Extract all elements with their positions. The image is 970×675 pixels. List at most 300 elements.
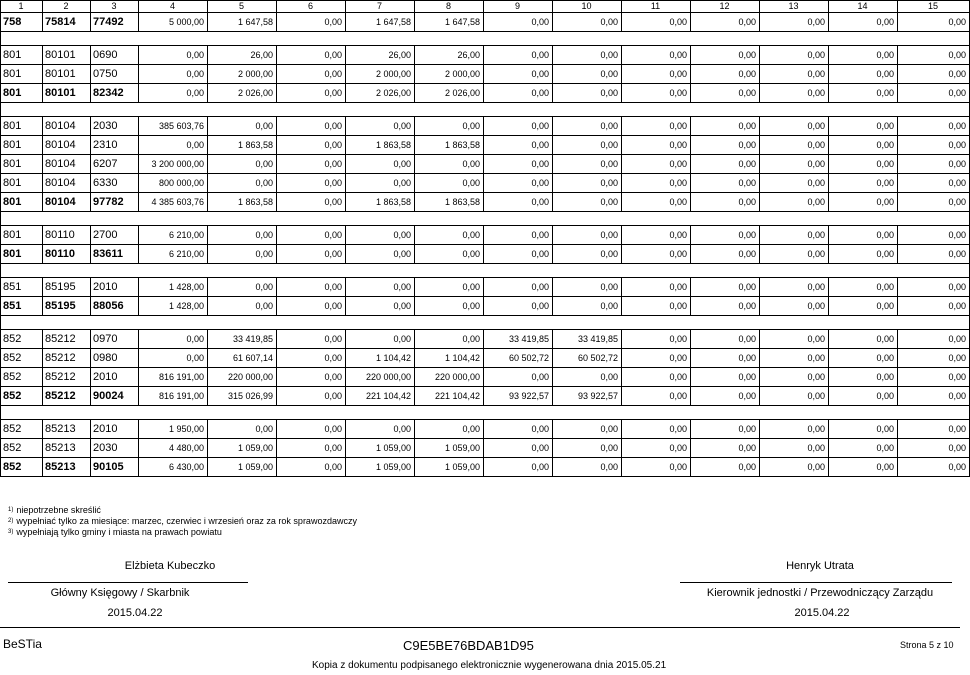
table-cell: 0,00 — [622, 155, 691, 174]
table-cell: 0,00 — [484, 420, 553, 439]
table-cell: 851 — [1, 297, 43, 316]
subtotal-row — [1, 13, 970, 32]
separator-cell — [91, 32, 139, 46]
table-cell: 0,00 — [829, 174, 898, 193]
table-cell: 0,00 — [622, 84, 691, 103]
table-cell: 0,00 — [691, 330, 760, 349]
table-cell: 0,00 — [760, 387, 829, 406]
table-cell: 801 — [1, 65, 43, 84]
table-cell: 0,00 — [484, 46, 553, 65]
table-cell: 0,00 — [622, 458, 691, 477]
table-cell: 801 — [1, 174, 43, 193]
table-cell: 1 647,58 — [346, 13, 415, 32]
footnote: $^{3)}$ wypełniają tylko gminy i miasta na prawach powiatu — [8, 527, 222, 537]
table-cell: 0,00 — [829, 226, 898, 245]
table-cell: 0,00 — [277, 368, 346, 387]
separator-cell — [622, 103, 691, 117]
separator-cell — [898, 103, 970, 117]
table-cell: 220 000,00 — [415, 368, 484, 387]
table-cell: 0,00 — [829, 439, 898, 458]
table-cell: 1 059,00 — [415, 458, 484, 477]
table-cell: 1 059,00 — [415, 439, 484, 458]
table-cell: 0,00 — [553, 117, 622, 136]
table-cell: 93 922,57 — [484, 387, 553, 406]
table-cell: 0,00 — [760, 193, 829, 212]
table-cell: 0,00 — [277, 174, 346, 193]
right-signature-line — [680, 582, 952, 583]
table-cell: 0,00 — [208, 278, 277, 297]
separator-cell — [1, 316, 43, 330]
table-cell: 0,00 — [139, 349, 208, 368]
table-cell: 80110 — [43, 226, 91, 245]
header-cell: 10 — [553, 1, 622, 13]
table-cell: 6 430,00 — [139, 458, 208, 477]
table-cell: 60 502,72 — [484, 349, 553, 368]
table-cell: 758 — [1, 13, 43, 32]
table-cell: 1 950,00 — [139, 420, 208, 439]
table-cell: 0,00 — [691, 117, 760, 136]
table-cell: 0,00 — [691, 193, 760, 212]
table-cell: 0,00 — [760, 245, 829, 264]
table-cell: 0,00 — [898, 117, 970, 136]
separator-cell — [277, 103, 346, 117]
header-cell: 13 — [760, 1, 829, 13]
separator-cell — [829, 406, 898, 420]
separator-cell — [1, 103, 43, 117]
table-cell: 0,00 — [484, 84, 553, 103]
table-cell: 0,00 — [829, 349, 898, 368]
separator-cell — [691, 316, 760, 330]
separator-cell — [277, 316, 346, 330]
table-cell: 0,00 — [346, 297, 415, 316]
table-cell: 800 000,00 — [139, 174, 208, 193]
table-cell: 0,00 — [760, 349, 829, 368]
separator-row — [1, 406, 970, 420]
table-cell: 1 104,42 — [346, 349, 415, 368]
table-cell: 33 419,85 — [208, 330, 277, 349]
header-cell: 8 — [415, 1, 484, 13]
separator-cell — [484, 212, 553, 226]
table-cell: 0,00 — [415, 174, 484, 193]
table-cell: 77492 — [91, 13, 139, 32]
table-cell: 2010 — [91, 368, 139, 387]
table-cell: 0,00 — [553, 65, 622, 84]
separator-cell — [346, 103, 415, 117]
table-cell: 0,00 — [553, 439, 622, 458]
table-row — [1, 174, 970, 193]
table-cell: 0,00 — [277, 458, 346, 477]
table-cell: 0,00 — [829, 193, 898, 212]
table-cell: 801 — [1, 245, 43, 264]
separator-cell — [760, 406, 829, 420]
header-cell: 12 — [691, 1, 760, 13]
table-cell: 0,00 — [829, 278, 898, 297]
separator-cell — [208, 32, 277, 46]
table-cell: 0970 — [91, 330, 139, 349]
table-cell: 6 210,00 — [139, 245, 208, 264]
separator-cell — [760, 103, 829, 117]
table-cell: 80104 — [43, 117, 91, 136]
table-cell: 2 000,00 — [415, 65, 484, 84]
separator-cell — [43, 316, 91, 330]
table-cell: 0,00 — [691, 245, 760, 264]
right-signature-date: 2015.04.22 — [794, 607, 850, 619]
table-cell: 82342 — [91, 84, 139, 103]
table-cell: 0,00 — [622, 349, 691, 368]
table-cell: 0,00 — [760, 136, 829, 155]
table-cell: 0,00 — [277, 330, 346, 349]
header-cell: 3 — [91, 1, 139, 13]
table-cell: 0,00 — [691, 136, 760, 155]
table-cell: 0,00 — [139, 330, 208, 349]
table-cell: 221 104,42 — [415, 387, 484, 406]
table-cell: 0,00 — [277, 278, 346, 297]
table-cell: 0,00 — [484, 458, 553, 477]
table-cell: 6207 — [91, 155, 139, 174]
table-cell: 0,00 — [829, 65, 898, 84]
table-cell: 220 000,00 — [208, 368, 277, 387]
separator-cell — [622, 316, 691, 330]
separator-cell — [277, 264, 346, 278]
table-cell: 85195 — [43, 297, 91, 316]
table-cell: 26,00 — [415, 46, 484, 65]
table-cell: 0,00 — [829, 387, 898, 406]
table-cell: 0,00 — [415, 278, 484, 297]
table-cell: 851 — [1, 278, 43, 297]
table-cell: 0,00 — [829, 13, 898, 32]
table-cell: 0,00 — [760, 297, 829, 316]
table-cell: 0,00 — [346, 420, 415, 439]
separator-cell — [691, 103, 760, 117]
table-cell: 0,00 — [346, 174, 415, 193]
table-cell: 0,00 — [622, 65, 691, 84]
table-cell: 0,00 — [691, 297, 760, 316]
footer-divider — [0, 627, 960, 628]
header-cell: 11 — [622, 1, 691, 13]
table-cell: 0,00 — [277, 65, 346, 84]
left-signature-date: 2015.04.22 — [107, 607, 163, 619]
table-cell: 852 — [1, 420, 43, 439]
footnote: $^{1)}$ niepotrzebne skreślić — [8, 505, 101, 515]
table-cell: 221 104,42 — [346, 387, 415, 406]
table-cell: 0,00 — [277, 13, 346, 32]
table-cell: 0,00 — [208, 297, 277, 316]
table-cell: 0,00 — [484, 439, 553, 458]
table-cell: 2700 — [91, 226, 139, 245]
table-row — [1, 46, 970, 65]
table-cell: 2030 — [91, 117, 139, 136]
table-cell: 0,00 — [484, 297, 553, 316]
separator-cell — [553, 264, 622, 278]
table-cell: 0,00 — [829, 245, 898, 264]
table-cell: 0,00 — [691, 13, 760, 32]
table-cell: 1 059,00 — [208, 439, 277, 458]
separator-cell — [691, 264, 760, 278]
table-cell: 0,00 — [898, 155, 970, 174]
separator-cell — [1, 406, 43, 420]
footnote: $^{2)}$ wypełniać tylko za miesiące: marzec, czerwiec i wrzesień oraz za rok sprawozdawczy — [8, 516, 357, 526]
table-cell: 0,00 — [553, 46, 622, 65]
table-cell: 88056 — [91, 297, 139, 316]
footnotes — [8, 505, 357, 538]
separator-cell — [760, 32, 829, 46]
table-cell: 0,00 — [691, 174, 760, 193]
separator-cell — [277, 212, 346, 226]
table-cell: 1 863,58 — [415, 136, 484, 155]
table-cell: 80104 — [43, 174, 91, 193]
table-row — [1, 117, 970, 136]
table-cell: 0,00 — [553, 458, 622, 477]
table-cell: 0,00 — [553, 245, 622, 264]
table-cell: 2 026,00 — [208, 84, 277, 103]
table-cell: 0,00 — [277, 297, 346, 316]
table-cell: 0,00 — [898, 349, 970, 368]
table-cell: 1 059,00 — [346, 458, 415, 477]
table-cell: 0,00 — [484, 155, 553, 174]
table-cell: 0,00 — [829, 297, 898, 316]
separator-cell — [91, 103, 139, 117]
separator-cell — [139, 264, 208, 278]
table-cell: 0,00 — [898, 245, 970, 264]
table-row — [1, 420, 970, 439]
separator-cell — [91, 264, 139, 278]
table-cell: 0,00 — [829, 330, 898, 349]
separator-cell — [622, 264, 691, 278]
copy-note: Kopia z dokumentu podpisanego elektronicznie wygenerowana dnia 2015.05.21 — [312, 660, 667, 671]
separator-cell — [139, 212, 208, 226]
table-cell: 0,00 — [139, 65, 208, 84]
separator-row — [1, 212, 970, 226]
separator-cell — [553, 406, 622, 420]
table-cell: 1 428,00 — [139, 278, 208, 297]
table-cell: 0,00 — [898, 136, 970, 155]
separator-cell — [622, 406, 691, 420]
table-cell: 0,00 — [829, 368, 898, 387]
table-row — [1, 278, 970, 297]
separator-cell — [829, 212, 898, 226]
table-cell: 0,00 — [760, 117, 829, 136]
table-cell: 0,00 — [139, 46, 208, 65]
separator-cell — [484, 406, 553, 420]
table-cell: 0,00 — [898, 84, 970, 103]
table-cell: 852 — [1, 349, 43, 368]
table-cell: 80110 — [43, 245, 91, 264]
table-cell: 0,00 — [553, 193, 622, 212]
subtotal-row — [1, 245, 970, 264]
table-cell: 0,00 — [484, 368, 553, 387]
header-cell: 9 — [484, 1, 553, 13]
table-cell: 0,00 — [898, 368, 970, 387]
table-cell: 0,00 — [691, 368, 760, 387]
separator-cell — [898, 212, 970, 226]
table-cell: 33 419,85 — [553, 330, 622, 349]
separator-cell — [346, 212, 415, 226]
table-cell: 0,00 — [415, 297, 484, 316]
table-cell: 0,00 — [760, 439, 829, 458]
table-cell: 60 502,72 — [553, 349, 622, 368]
separator-cell — [208, 212, 277, 226]
table-cell: 0690 — [91, 46, 139, 65]
separator-row — [1, 264, 970, 278]
table-cell: 852 — [1, 330, 43, 349]
separator-cell — [208, 264, 277, 278]
table-cell: 0,00 — [760, 174, 829, 193]
table-cell: 0,00 — [898, 65, 970, 84]
table-cell: 85212 — [43, 349, 91, 368]
table-row — [1, 349, 970, 368]
table-cell: 0980 — [91, 349, 139, 368]
table-cell: 0,00 — [760, 458, 829, 477]
table-cell: 801 — [1, 117, 43, 136]
table-cell: 80101 — [43, 65, 91, 84]
header-cell: 1 — [1, 1, 43, 13]
table-cell: 816 191,00 — [139, 387, 208, 406]
table-cell: 1 059,00 — [346, 439, 415, 458]
table-cell: 0,00 — [484, 226, 553, 245]
table-cell: 801 — [1, 193, 43, 212]
table-cell: 0,00 — [553, 278, 622, 297]
table-cell: 0,00 — [415, 117, 484, 136]
table-cell: 0,00 — [346, 155, 415, 174]
header-cell: 5 — [208, 1, 277, 13]
separator-cell — [622, 32, 691, 46]
table-cell: 0,00 — [691, 387, 760, 406]
table-cell: 220 000,00 — [346, 368, 415, 387]
separator-cell — [553, 316, 622, 330]
table-cell: 0,00 — [139, 136, 208, 155]
table-cell: 0,00 — [277, 349, 346, 368]
separator-cell — [760, 316, 829, 330]
separator-cell — [208, 103, 277, 117]
separator-cell — [691, 212, 760, 226]
table-row — [1, 226, 970, 245]
table-cell: 0,00 — [691, 439, 760, 458]
table-cell: 0,00 — [553, 174, 622, 193]
separator-row — [1, 32, 970, 46]
table-cell: 1 863,58 — [208, 136, 277, 155]
table-cell: 0,00 — [484, 65, 553, 84]
separator-cell — [43, 103, 91, 117]
separator-cell — [139, 406, 208, 420]
separator-cell — [691, 32, 760, 46]
subtotal-row — [1, 193, 970, 212]
separator-cell — [1, 32, 43, 46]
table-cell: 0,00 — [277, 245, 346, 264]
separator-cell — [346, 264, 415, 278]
table-cell: 0,00 — [277, 226, 346, 245]
table-cell: 85212 — [43, 387, 91, 406]
table-cell: 80104 — [43, 193, 91, 212]
separator-cell — [898, 316, 970, 330]
table-row — [1, 330, 970, 349]
table-cell: 0,00 — [208, 420, 277, 439]
table-row — [1, 368, 970, 387]
header-cell: 15 — [898, 1, 970, 13]
table-cell: 3 200 000,00 — [139, 155, 208, 174]
table-cell: 0,00 — [484, 136, 553, 155]
table-cell: 0,00 — [760, 278, 829, 297]
table-cell: 0,00 — [553, 136, 622, 155]
table-cell: 0,00 — [346, 226, 415, 245]
table-cell: 6330 — [91, 174, 139, 193]
table-cell: 0,00 — [208, 155, 277, 174]
separator-cell — [139, 103, 208, 117]
table-cell: 2010 — [91, 420, 139, 439]
table-cell: 0,00 — [829, 155, 898, 174]
header-row — [1, 1, 970, 13]
separator-cell — [484, 316, 553, 330]
table-cell: 0,00 — [898, 278, 970, 297]
table-cell: 0,00 — [691, 420, 760, 439]
table-cell: 90105 — [91, 458, 139, 477]
table-row — [1, 136, 970, 155]
table-cell: 0,00 — [898, 420, 970, 439]
table-cell: 1 863,58 — [415, 193, 484, 212]
table-cell: 0,00 — [277, 420, 346, 439]
left-signatory-name: Elżbieta Kubeczko — [124, 560, 216, 572]
table-cell: 852 — [1, 368, 43, 387]
table-cell: 0,00 — [898, 297, 970, 316]
table-cell: 0,00 — [898, 458, 970, 477]
table-cell: 2010 — [91, 278, 139, 297]
table-cell: 0,00 — [622, 387, 691, 406]
separator-cell — [829, 264, 898, 278]
table-cell: 80104 — [43, 155, 91, 174]
subtotal-row — [1, 84, 970, 103]
table-cell: 1 863,58 — [208, 193, 277, 212]
table-cell: 0,00 — [622, 297, 691, 316]
table-cell: 90024 — [91, 387, 139, 406]
table-cell: 4 385 603,76 — [139, 193, 208, 212]
table-cell: 0,00 — [691, 65, 760, 84]
table-cell: 0,00 — [760, 46, 829, 65]
subtotal-row — [1, 387, 970, 406]
table-cell: 0,00 — [622, 439, 691, 458]
table-cell: 80104 — [43, 136, 91, 155]
table-cell: 0,00 — [484, 278, 553, 297]
separator-cell — [208, 316, 277, 330]
table-cell: 0,00 — [484, 174, 553, 193]
table-cell: 26,00 — [346, 46, 415, 65]
table-cell: 0,00 — [553, 226, 622, 245]
table-cell: 0,00 — [277, 136, 346, 155]
table-cell: 0,00 — [760, 330, 829, 349]
table-cell: 0,00 — [691, 84, 760, 103]
table-cell: 0,00 — [691, 458, 760, 477]
separator-cell — [208, 406, 277, 420]
subtotal-row — [1, 297, 970, 316]
table-cell: 0,00 — [484, 117, 553, 136]
table-cell: 0,00 — [622, 46, 691, 65]
table-cell: 0,00 — [277, 46, 346, 65]
separator-cell — [415, 264, 484, 278]
separator-cell — [91, 316, 139, 330]
table-cell: 0,00 — [622, 13, 691, 32]
table-cell: 26,00 — [208, 46, 277, 65]
app-name: BeSTia — [3, 637, 42, 651]
table-cell: 0,00 — [829, 458, 898, 477]
table-row — [1, 65, 970, 84]
table-cell: 0,00 — [553, 155, 622, 174]
table-cell: 0,00 — [415, 226, 484, 245]
separator-cell — [346, 406, 415, 420]
separator-row — [1, 103, 970, 117]
table-cell: 0,00 — [760, 13, 829, 32]
table-cell: 0,00 — [898, 439, 970, 458]
table-cell: 0,00 — [553, 368, 622, 387]
table-cell: 2310 — [91, 136, 139, 155]
separator-cell — [43, 212, 91, 226]
